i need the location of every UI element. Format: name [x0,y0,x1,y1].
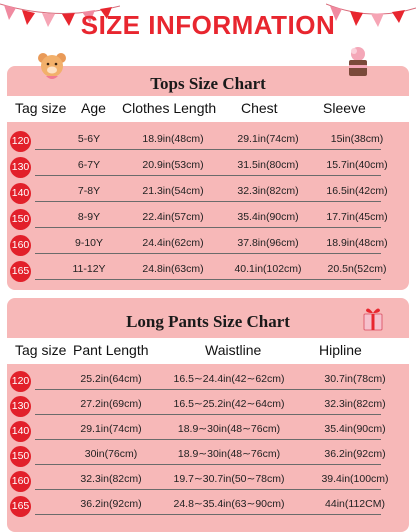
pants-header-pant-length: Pant Length [73,342,149,358]
tops-header-tag-size: Tag size [15,100,67,116]
tag-size-badge: 165 [10,496,31,517]
clothes-length-cell: 21.3in(54cm) [142,185,204,197]
pant-length-cell: 25.2in(64cm) [80,373,142,385]
tag-size-badge: 165 [10,261,31,282]
tops-header [7,96,409,122]
tops-header-sleeve: Sleeve [323,100,366,116]
tops-header-clothes-length: Clothes Length [122,100,217,116]
tag-size-badge: 130 [10,157,31,178]
table-row [7,130,409,154]
sleeve-cell: 20.5n(52cm) [327,263,387,275]
page-title: SIZE INFORMATION [80,10,336,40]
waistline-cell: 16.5∼24.4in(42∼62cm) [173,373,285,385]
hipline-cell: 39.4in(100cm) [321,473,389,485]
clothes-length-cell: 24.4in(62cm) [142,237,204,249]
sleeve-cell: 17.7in(45cm) [326,211,388,223]
age-cell: 11-12Y [72,263,106,275]
tops-size-panel [7,66,409,290]
tag-size-badge: 140 [10,183,31,204]
chest-cell: 35.4in(90cm) [237,211,299,223]
table-row [7,470,409,494]
tops-chart-title: Tops Size Chart [150,74,266,93]
tag-size-badge: 150 [10,446,31,467]
chest-cell: 32.3in(82cm) [237,185,299,197]
tag-size-badge: 160 [10,235,31,256]
table-row [7,420,409,444]
chest-cell: 29.1in(74cm) [237,133,299,145]
chest-cell: 31.5in(80cm) [237,159,299,171]
pant-length-cell: 30in(76cm) [84,448,138,460]
pant-length-cell: 29.1in(74cm) [80,423,142,435]
table-row [7,260,409,284]
pants-size-panel [7,298,409,532]
table-row [7,370,409,394]
sleeve-cell: 15in(38cm) [330,133,384,145]
age-cell: 5-6Y [77,133,101,145]
pant-length-cell: 36.2in(92cm) [80,498,142,510]
table-row [7,156,409,180]
table-row [7,445,409,469]
clothes-length-cell: 20.9in(53cm) [142,159,204,171]
tag-size-badge: 130 [10,396,31,417]
clothes-length-cell: 18.9in(48cm) [142,133,204,145]
clothes-length-cell: 22.4in(57cm) [142,211,204,223]
clothes-length-cell: 24.8in(63cm) [142,263,204,275]
tag-size-badge: 150 [10,209,31,230]
tag-size-badge: 120 [10,131,31,152]
chest-cell: 37.8in(96cm) [237,237,299,249]
hipline-cell: 30.7in(78cm) [324,373,386,385]
table-row [7,395,409,419]
waistline-cell: 24.8∼35.4in(63∼90cm) [173,498,285,510]
hipline-cell: 32.3in(82cm) [324,398,386,410]
hipline-cell: 44in(112CM) [325,498,385,510]
sleeve-cell: 15.7in(40cm) [326,159,388,171]
table-row [7,234,409,258]
waistline-cell: 18.9∼30in(48∼76cm) [177,448,281,460]
tops-header-age: Age [81,100,106,116]
pants-header-tag-size: Tag size [15,342,67,358]
tag-size-badge: 160 [10,471,31,492]
sleeve-cell: 18.9in(48cm) [326,237,388,249]
tops-header-chest: Chest [241,100,278,116]
waistline-cell: 16.5∼25.2in(42∼64cm) [173,398,285,410]
age-cell: 6-7Y [77,159,101,171]
age-cell: 7-8Y [77,185,101,197]
table-row [7,208,409,232]
pant-length-cell: 32.3in(82cm) [80,473,142,485]
pant-length-cell: 27.2in(69cm) [80,398,142,410]
pants-chart-title: Long Pants Size Chart [126,312,290,331]
hipline-cell: 36.2in(92cm) [324,448,386,460]
tag-size-badge: 140 [10,421,31,442]
chest-cell: 40.1in(102cm) [234,263,302,275]
table-row [7,495,409,519]
table-row [7,182,409,206]
hipline-cell: 35.4in(90cm) [324,423,386,435]
pants-header-hipline: Hipline [319,342,362,358]
tag-size-badge: 120 [10,371,31,392]
sleeve-cell: 16.5in(42cm) [326,185,388,197]
pants-header [7,338,409,364]
waistline-cell: 18.9∼30in(48∼76cm) [177,423,281,435]
age-cell: 8-9Y [77,211,101,223]
age-cell: 9-10Y [74,237,104,249]
waistline-cell: 19.7∼30.7in(50∼78cm) [173,473,285,485]
pants-header-waistline: Waistline [205,342,262,358]
